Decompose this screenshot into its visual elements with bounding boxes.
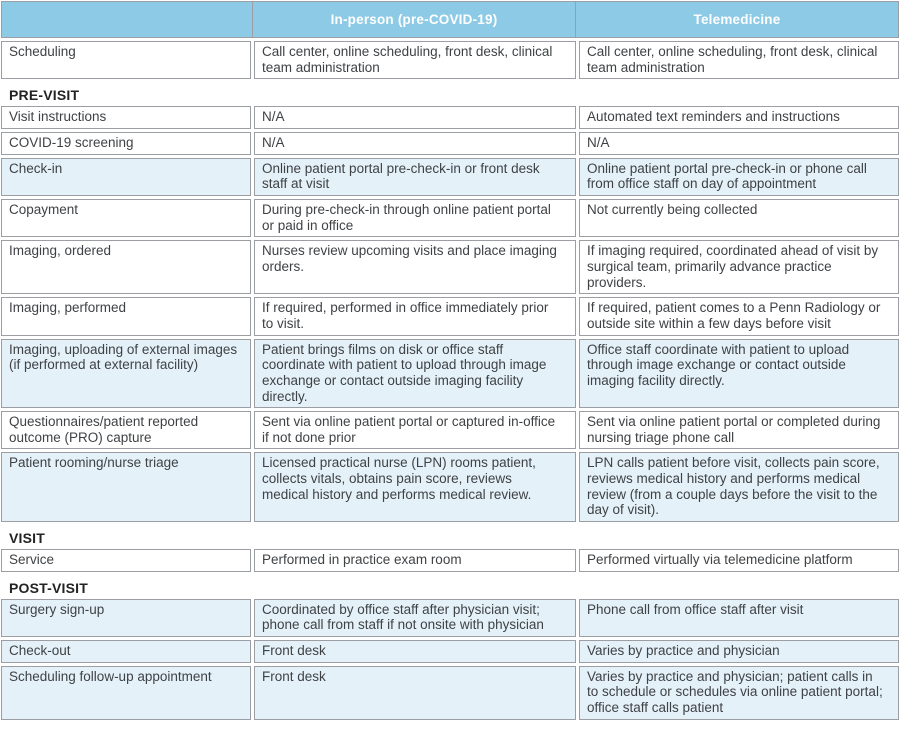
row-label-cell: Patient rooming/nurse triage — [1, 452, 251, 522]
inperson-cell: Nurses review upcoming visits and place imaging orders. — [254, 240, 576, 294]
inperson-cell: Licensed practical nurse (LPN) rooms patient, collects vitals, obtains pain score, reviews medical history and performs medical review. — [254, 452, 576, 522]
section-heading: POST-VISIT — [9, 579, 89, 596]
telemedicine-cell: Automated text reminders and instructions — [579, 106, 899, 129]
telemedicine-cell: Sent via online patient portal or completed during nursing triage phone call — [579, 411, 899, 449]
row-label-cell: Check-out — [1, 640, 251, 663]
row-label-cell: Scheduling — [1, 41, 251, 79]
telemedicine-cell: Performed virtually via telemedicine platform — [579, 549, 899, 572]
inperson-cell: During pre-check-in through online patient portal or paid in office — [254, 199, 576, 237]
telemedicine-cell: Call center, online scheduling, front desk, clinical team administration — [579, 41, 899, 79]
telemedicine-cell: If required, patient comes to a Penn Radiology or outside site within a few days before visit — [579, 297, 899, 335]
row-label-cell: Scheduling follow-up appointment — [1, 666, 251, 720]
row-label-cell: COVID-19 screening — [1, 132, 251, 155]
row-label-cell: Visit instructions — [1, 106, 251, 129]
inperson-cell: Patient brings films on disk or office staff coordinate with patient to upload through image exchange or contact outside imaging facility directly. — [254, 339, 576, 409]
telemedicine-cell: Online patient portal pre-check-in or phone call from office staff on day of appointment — [579, 158, 899, 196]
telemedicine-cell: Phone call from office staff after visit — [579, 599, 899, 637]
section-heading: VISIT — [9, 530, 46, 547]
row-label-cell: Service — [1, 549, 251, 572]
header-inperson-cell: In-person (pre-COVID-19) — [252, 2, 575, 37]
inperson-cell: Coordinated by office staff after physician visit; phone call from staff if not onsite with physician — [254, 599, 576, 637]
row-label-cell: Imaging, performed — [1, 297, 251, 335]
row-label-cell: Questionnaires/patient reported outcome (PRO) capture — [1, 411, 251, 449]
table-sections-container — [1, 41, 899, 720]
telemedicine-cell: Office staff coordinate with patient to upload through image exchange or contact outside imaging facility directly. — [579, 339, 899, 409]
telemedicine-cell: N/A — [579, 132, 899, 155]
inperson-cell: Call center, online scheduling, front desk, clinical team administration — [254, 41, 576, 79]
section-table — [1, 41, 899, 79]
telemedicine-cell: If imaging required, coordinated ahead of visit by surgical team, primarily advance practice providers. — [579, 240, 899, 294]
section-table — [1, 106, 899, 522]
telemedicine-cell: Varies by practice and physician; patient calls in to schedule or schedules via online patient portal; office staff calls patient — [579, 666, 899, 720]
row-label-cell: Check-in — [1, 158, 251, 196]
inperson-cell: N/A — [254, 106, 576, 129]
telemedicine-cell: Not currently being collected — [579, 199, 899, 237]
inperson-cell: Performed in practice exam room — [254, 549, 576, 572]
inperson-cell: Front desk — [254, 640, 576, 663]
telemedicine-cell: LPN calls patient before visit, collects pain score, reviews medical history and performs medical review (from a couple days before the visit to the day of visit). — [579, 452, 899, 522]
row-label-cell: Imaging, uploading of external images (if performed at external facility) — [1, 339, 251, 409]
inperson-cell: Front desk — [254, 666, 576, 720]
section-table — [1, 549, 899, 572]
section-table — [1, 599, 899, 720]
inperson-cell: Online patient portal pre-check-in or front desk staff at visit — [254, 158, 576, 196]
row-label-cell: Imaging, ordered — [1, 240, 251, 294]
inperson-cell: Sent via online patient portal or captured in-office if not done prior — [254, 411, 576, 449]
row-label-cell: Surgery sign-up — [1, 599, 251, 637]
row-label-cell: Copayment — [1, 199, 251, 237]
header-empty-cell — [2, 2, 252, 37]
section-heading: PRE-VISIT — [9, 87, 80, 104]
table-header-row — [1, 1, 899, 38]
telemedicine-cell: Varies by practice and physician — [579, 640, 899, 663]
inperson-cell: If required, performed in office immediately prior to visit. — [254, 297, 576, 335]
inperson-cell: N/A — [254, 132, 576, 155]
header-telemedicine-cell: Telemedicine — [575, 2, 898, 37]
